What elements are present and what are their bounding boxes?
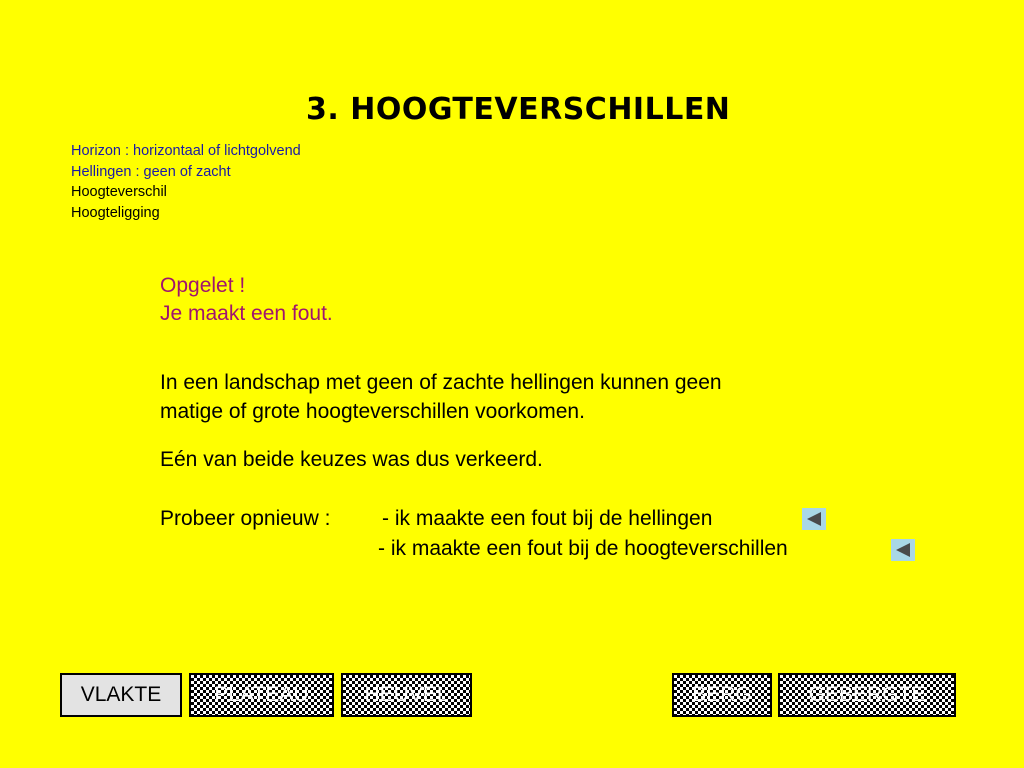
retry-option-hoogteverschillen: - ik maakte een fout bij de hoogteverschillen (378, 537, 788, 560)
warning-text: Je maakt een fout. (160, 302, 333, 325)
back-to-hoogteverschillen-button[interactable] (891, 539, 915, 561)
nav-gebergte-button[interactable]: GEBERGTE (778, 673, 956, 717)
breadcrumb (71, 141, 301, 223)
back-to-hellingen-button[interactable] (802, 508, 826, 530)
nav-plateau-button[interactable]: PLATEAU (189, 673, 334, 717)
warning-message (160, 272, 333, 328)
retry-option-hellingen: - ik maakte een fout bij de hellingen (382, 507, 713, 530)
explanation (160, 368, 722, 426)
nav-vlakte-button[interactable]: VLAKTE (60, 673, 182, 717)
back-arrow-icon (895, 543, 911, 557)
breadcrumb-hellingen: Hellingen : geen of zacht (71, 163, 231, 180)
explanation-line: matige of grote hoogteverschillen voorkomen. (160, 400, 585, 423)
explanation-line: In een landschap met geen of zachte hellingen kunnen geen (160, 371, 722, 394)
retry-label: Probeer opnieuw : (160, 507, 331, 530)
page-title: 3. HOOGTEVERSCHILLEN (306, 92, 731, 127)
back-arrow-icon (806, 512, 822, 526)
breadcrumb-hoogteverschil: Hoogteverschil (71, 184, 167, 200)
breadcrumb-horizon: Horizon : horizontaal of lichtgolvend (71, 143, 301, 159)
nav-berg-button[interactable]: BERG (672, 673, 772, 717)
nav-heuvel-button[interactable]: HEUVEL (341, 673, 472, 717)
breadcrumb-hoogteligging: Hoogteligging (71, 204, 160, 221)
conclusion-text: Eén van beide keuzes was dus verkeerd. (160, 448, 543, 471)
warning-title: Opgelet ! (160, 274, 246, 297)
